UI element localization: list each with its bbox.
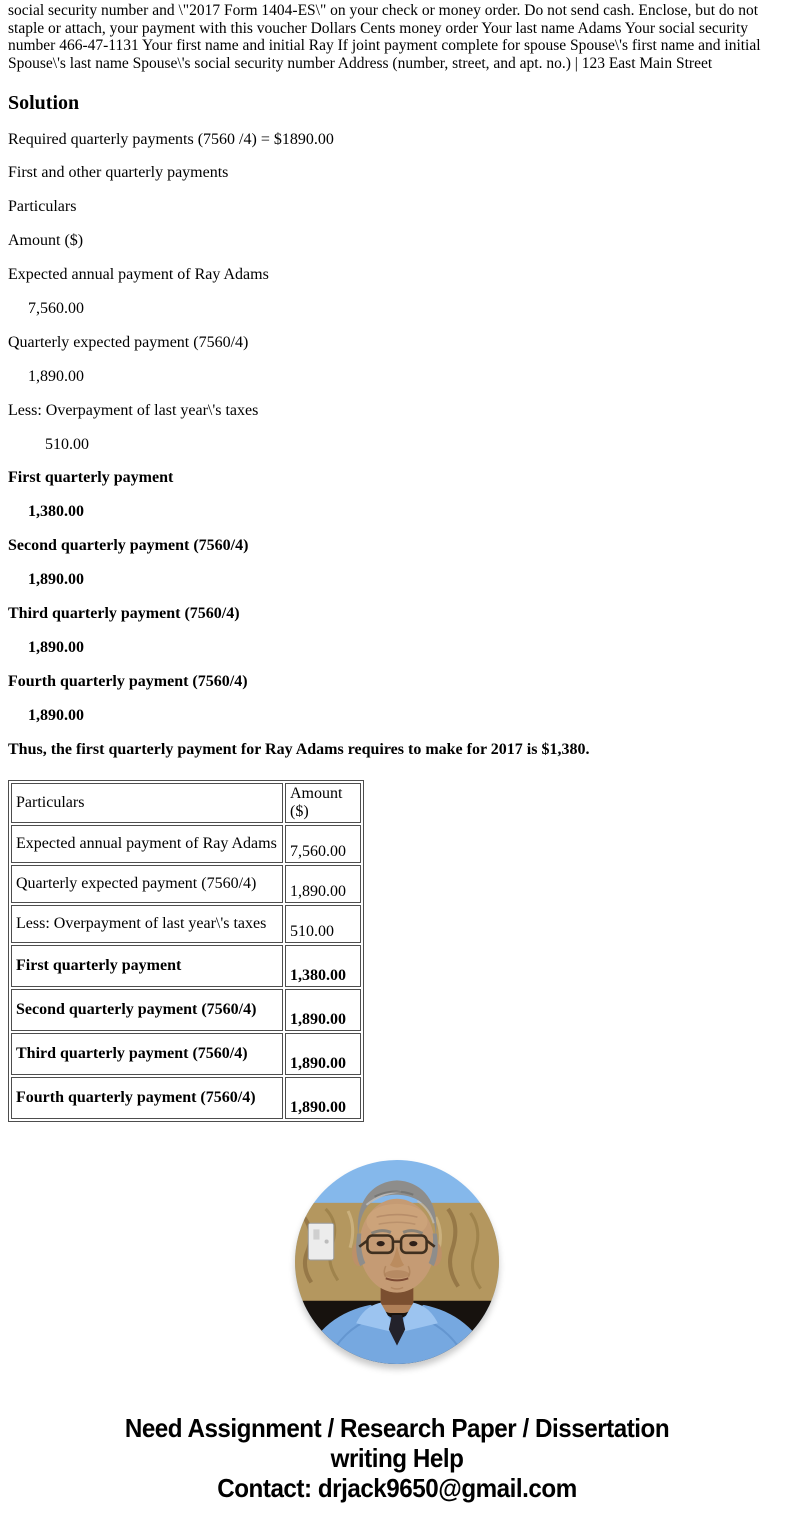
particulars-cell: Fourth quarterly payment (7560/4) — [11, 1077, 283, 1119]
solution-amount: 510.00 — [45, 435, 89, 453]
table-row — [11, 945, 361, 987]
solution-amount: 1,890.00 — [28, 638, 84, 656]
solution-paragraph: Fourth quarterly payment (7560/4) — [8, 672, 248, 690]
solution-paragraph: First quarterly payment — [8, 469, 174, 487]
table-header-amount: Amount ($) — [285, 783, 361, 823]
footer-line-1: Need Assignment / Research Paper / Dissertation — [124, 1412, 670, 1443]
summary-table — [8, 780, 364, 1122]
table-header-particulars: Particulars — [11, 783, 283, 823]
solution-conclusion: Thus, the first quarterly payment for Ray Adams requires to make for 2017 is $1,380. — [8, 740, 590, 758]
footer-line-2: writing Help — [330, 1442, 464, 1473]
solution-amount: 7,560.00 — [28, 299, 84, 317]
solution-amount: 1,890.00 — [28, 367, 84, 385]
table-header-row — [11, 783, 361, 823]
solution-heading: Solution — [8, 92, 80, 114]
solution-paragraph: Expected annual payment of Ray Adams — [8, 266, 269, 284]
amount-cell: 1,380.00 — [285, 945, 361, 987]
solution-paragraph: Required quarterly payments (7560 /4) = $1890.00 — [8, 130, 334, 148]
solution-paragraph: Less: Overpayment of last year\'s taxes — [8, 401, 259, 419]
footer-contact-email: Contact: drjack9650@gmail.com — [217, 1472, 577, 1503]
particulars-cell: Third quarterly payment (7560/4) — [11, 1033, 283, 1075]
solution-paragraph: Quarterly expected payment (7560/4) — [8, 333, 249, 351]
solution-paragraph: Third quarterly payment (7560/4) — [8, 604, 240, 622]
table-row — [11, 1077, 361, 1119]
solution-paragraph: First and other quarterly payments — [8, 164, 229, 182]
intro-paragraph: social security number and \"2017 Form 1404-ES\" on your check or money order. Do not send cash. Enclose, but do not staple or attach, your payment with this voucher Dollars Cents money order Your last name Adams Your social security number 466-47-1131 Your first name and initial Ray If joint payment complete for spouse Spouse\'s first name and initial Spouse\'s last name Spouse\'s social security number Address (number, street, and apt. no.) | 123 East Main Street — [8, 2, 761, 72]
particulars-cell: First quarterly payment — [11, 945, 283, 987]
amount-cell: 1,890.00 — [285, 1077, 361, 1119]
particulars-cell: Second quarterly payment (7560/4) — [11, 989, 283, 1031]
solution-paragraph: Second quarterly payment (7560/4) — [8, 537, 249, 555]
solution-amount: 1,890.00 — [28, 571, 84, 589]
solution-paragraph: Particulars — [8, 198, 77, 216]
solution-amount: 1,890.00 — [28, 706, 84, 724]
amount-cell: 1,890.00 — [285, 865, 361, 903]
amount-cell: 1,890.00 — [285, 1033, 361, 1075]
amount-cell: 510.00 — [285, 905, 361, 943]
table-row — [11, 1033, 361, 1075]
table-row — [11, 865, 361, 903]
particulars-cell: Quarterly expected payment (7560/4) — [11, 865, 283, 903]
table-row — [11, 905, 361, 943]
solution-paragraph: Amount ($) — [8, 232, 84, 250]
avatar — [295, 1160, 499, 1364]
particulars-cell: Expected annual payment of Ray Adams — [11, 825, 283, 863]
solution-amount: 1,380.00 — [28, 503, 84, 521]
avatar-photo — [295, 1160, 499, 1364]
amount-cell: 7,560.00 — [285, 825, 361, 863]
footer-promo — [35, 1413, 759, 1503]
particulars-cell: Less: Overpayment of last year\'s taxes — [11, 905, 283, 943]
table-row — [11, 825, 361, 863]
table-row — [11, 989, 361, 1031]
amount-cell: 1,890.00 — [285, 989, 361, 1031]
